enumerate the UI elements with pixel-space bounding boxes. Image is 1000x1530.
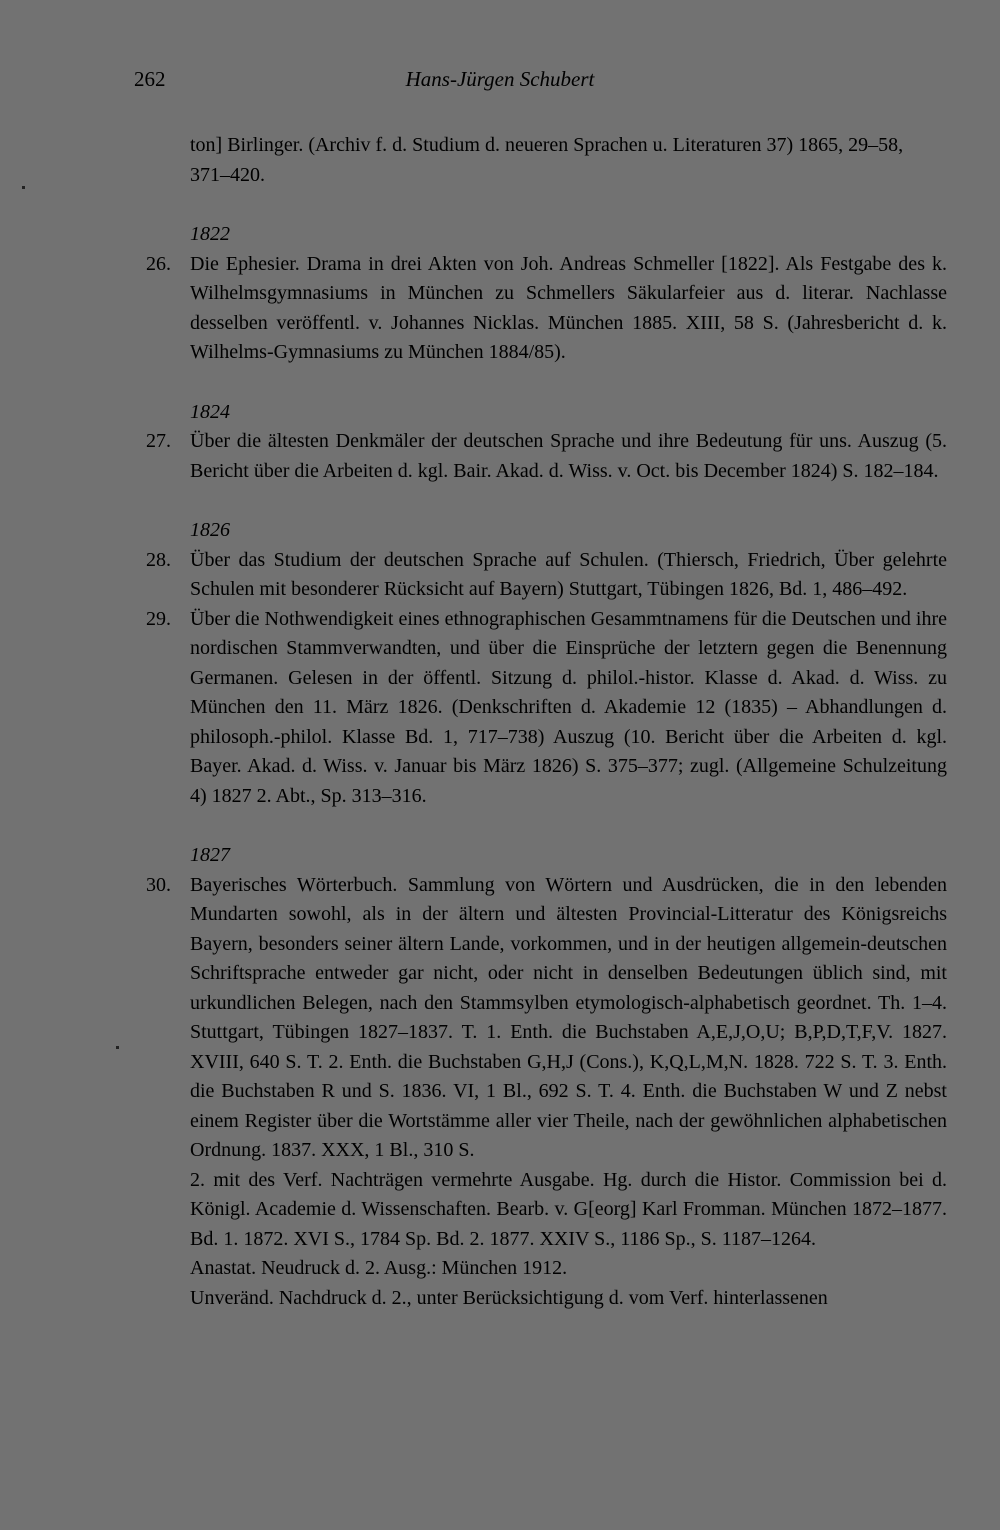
edition-note: Anastat. Neudruck d. 2. Ausg.: München 1912. xyxy=(190,1257,568,1279)
entry-text: Über das Studium der deutschen Sprache auf Schulen. (Thiersch, Friedrich, Über gelehrte Schulen mit besonderer Rücksicht auf Bayern) Stuttgart, Tübingen 1826, Bd. 1, 486–492. xyxy=(190,548,947,600)
continued-entry: ton] Birlinger. (Archiv f. d. Studium d. neueren Sprachen u. Literaturen 37) 1865, 29–58, 371–420. xyxy=(190,134,904,186)
edition-note: Unveränd. Nachdruck d. 2., unter Berücksichtigung d. vom Verf. hinterlassenen xyxy=(190,1286,828,1309)
year-heading: 1827 xyxy=(190,844,230,866)
bibliography-entry xyxy=(146,871,947,1166)
entry-number: 30. xyxy=(146,873,171,896)
entry-number: 28. xyxy=(146,548,171,571)
entry-number: 29. xyxy=(146,607,171,630)
year-heading: 1822 xyxy=(190,223,230,245)
year-section-1824 xyxy=(146,398,947,487)
year-section-1826 xyxy=(146,516,947,811)
bibliography-body xyxy=(146,131,947,1313)
page-number: 262 xyxy=(134,67,166,91)
year-heading: 1826 xyxy=(190,519,230,541)
bibliography-entry xyxy=(146,546,947,605)
entry-text: Über die ältesten Denkmäler der deutschen Sprache und ihre Bedeutung für uns. Auszug (5. Bericht über die Arbeiten d. kgl. Bair. Akad. d. Wiss. v. Oct. bis December 1824) S. 182–184. xyxy=(190,430,947,482)
bibliography-entry xyxy=(146,605,947,812)
entry-number: 27. xyxy=(146,430,171,452)
year-heading: 1824 xyxy=(190,400,230,423)
scan-speck xyxy=(22,186,25,189)
year-section-1822 xyxy=(146,220,947,368)
entry-text: Über die Nothwendigkeit eines ethnographischen Gesammtnamens für die Deutschen und ihre nordischen Stammverwandten, und über die Einsprüche der letztern gegen die Benennung Germanen. Gelesen in der öffentl. Sitzung d. philol.-histor. Klasse d. Akad. d. Wiss. zu München den 11. März 1826. (Denkschriften d. Akademie 12 (1835) – Abhandlungen d. philosoph.-philol. Klasse Bd. 1, 717–738) Auszug (10. Bericht über die Arbeiten d. kgl. Bayer. Akad. d. Wiss. v. Januar bis März 1826) S. 375–377; zugl. (Allgemeine Schulzeitung 4) 1827 2. Abt., Sp. 313–316. xyxy=(190,607,947,807)
bibliography-entry xyxy=(146,250,947,368)
bibliography-entry xyxy=(146,427,947,486)
entry-text: Die Ephesier. Drama in drei Akten von Joh. Andreas Schmeller [1822]. Als Festgabe des k. Wilhelmsgymnasiums in München zu Schmellers Säkularfeier aus d. literar. Nachlasse desselben veröffentl. v. Johannes Nicklas. München 1885. XIII, 58 S. (Jahresbericht d. k. Wilhelms-Gymnasiums zu München 1884/85). xyxy=(190,252,947,363)
scan-speck xyxy=(116,1046,119,1049)
edition-note: 2. mit des Verf. Nachträgen vermehrte Ausgabe. Hg. durch die Histor. Commission bei d. Königl. Academie d. Wissenschaften. Bearb. v. G[eorg] Karl Fromman. München 1872–1877. Bd. 1. 1872. XVI S., 1784 Sp. Bd. 2. 1877. XXIV S., 1186 Sp., S. 1187–1264. xyxy=(190,1168,947,1250)
running-title: Hans-Jürgen Schubert xyxy=(405,67,595,91)
entry-text: Bayerisches Wörterbuch. Sammlung von Wörtern und Ausdrücken, die in den lebenden Mundarten sowohl, als in der ältern und ältesten Provincial-Litteratur des Königsreichs Bayern, besonders seiner ältern Lande, vorkommen, und in der heutigen allgemein-deutschen Schriftsprache entweder gar nicht, oder nicht in denselben Bedeutungen üblich sind, mit urkundlichen Belegen, nach den Stammsylben etymologisch-alphabetisch geordnet. Th. 1–4. Stuttgart, Tübingen 1827–1837. T. 1. Enth. die Buchstaben A,E,J,O,U; B,P,D,T,F,V. 1827. XVIII, 640 S. T. 2. Enth. die Buchstaben G,H,J (Cons.), K,Q,L,M,N. 1828. 722 S. T. 3. Enth. die Buchstaben R und S. 1836. VI, 1 Bl., 692 S. T. 4. Enth. die Buchstaben W und Z nebst einem Register über die Wortstämme aller vier Theile, nach der gewöhnlichen alphabetischen Ordnung. 1837. XXX, 1 Bl., 310 S. xyxy=(190,873,947,1161)
year-section-1827 xyxy=(146,841,947,1313)
entry-number: 26. xyxy=(146,252,171,275)
